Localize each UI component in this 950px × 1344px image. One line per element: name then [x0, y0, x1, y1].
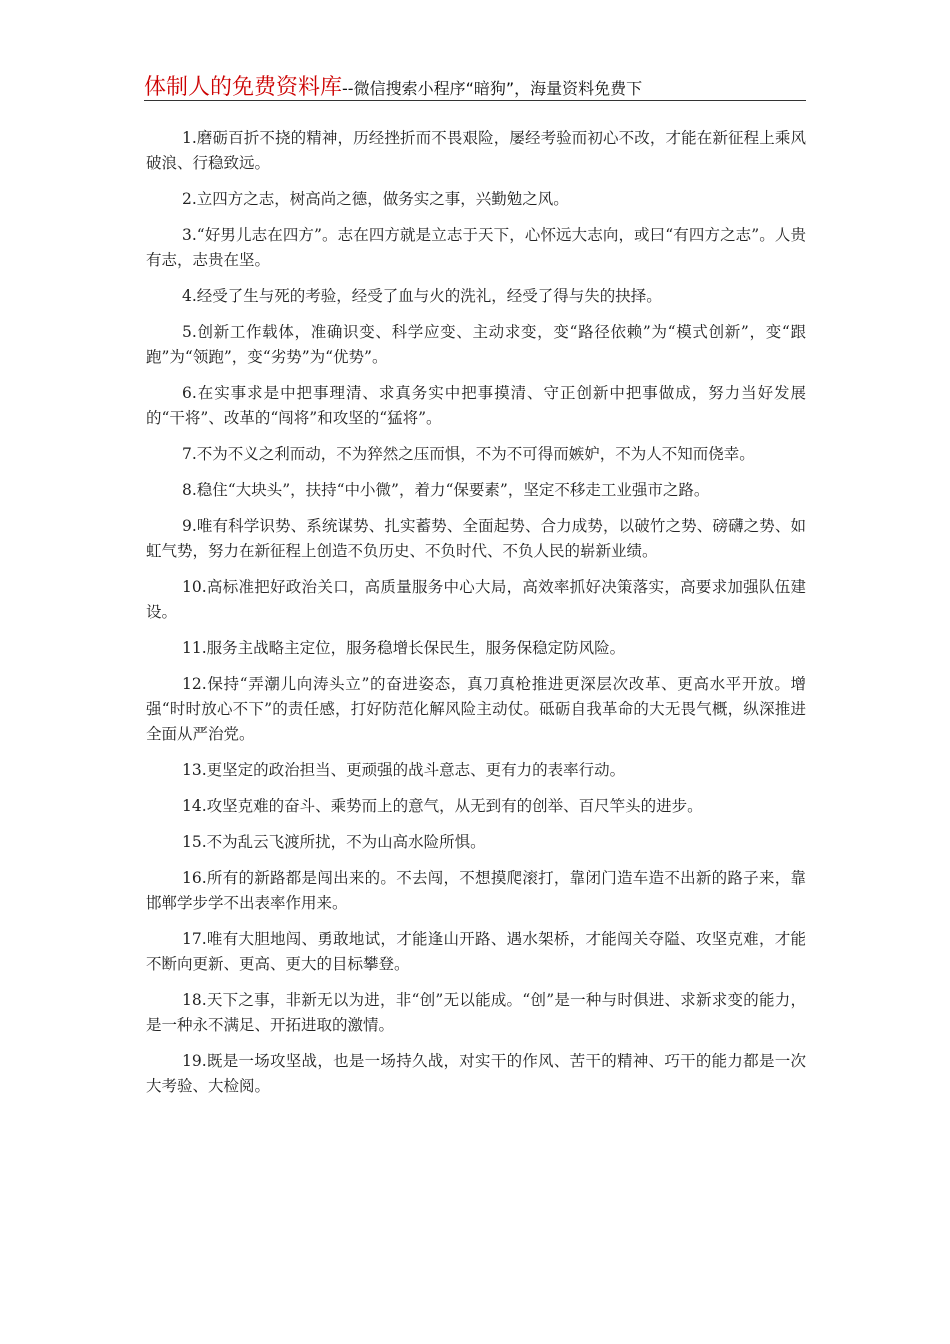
- paragraph-7: 7.不为不义之利而动，不为猝然之压而惧，不为不可得而嫉妒，不为人不知而侥幸。: [182, 445, 755, 463]
- paragraph-11: 11.服务主战略主定位，服务稳增长保民生，服务保稳定防风险。: [182, 639, 626, 657]
- paragraph-10: 10.高标准把好政治关口，高质量服务中心大局，高效率抓好决策落实，高要求加强队伍建设。: [146, 578, 806, 621]
- paragraph-3: 3.“好男儿志在四方”。志在四方就是立志于天下，心怀远大志向，或曰“有四方之志”。人贵有志，志贵在坚。: [146, 226, 806, 269]
- paragraph-6: 6.在实事求是中把事理清、求真务实中把事摸清、守正创新中把事做成，努力当好发展的“干将”、改革的“闯将”和攻坚的“猛将”。: [146, 384, 806, 427]
- paragraph-1: 1.磨砺百折不挠的精神，历经挫折而不畏艰险，屡经考验而初心不改，才能在新征程上乘风破浪、行稳致远。: [146, 129, 806, 172]
- paragraph-17: 17.唯有大胆地闯、勇敢地试，才能逢山开路、遇水架桥，才能闯关夺隘、攻坚克难，才能不断向更新、更高、更大的目标攀登。: [146, 930, 806, 973]
- paragraph-14: 14.攻坚克难的奋斗、乘势而上的意气，从无到有的创举、百尺竿头的进步。: [182, 797, 703, 815]
- paragraph-4: 4.经受了生与死的考验，经受了血与火的洗礼，经受了得与失的抉择。: [182, 287, 662, 305]
- paragraph-13: 13.更坚定的政治担当、更顽强的战斗意志、更有力的表率行动。: [182, 761, 626, 779]
- paragraph-5: 5.创新工作载体，准确识变、科学应变、主动求变，变“路径依赖”为“模式创新”，变“跟跑”为“领跑”，变“劣势”为“优势”。: [146, 323, 806, 366]
- paragraph-2: 2.立四方之志，树高尚之德，做务实之事，兴勤勉之风。: [182, 190, 569, 208]
- paragraph-12: 12.保持“弄潮儿向涛头立”的奋进姿态，真刀真枪推进更深层次改革、更高水平开放。增强“时时放心不下”的责任感，打好防范化解风险主动仗。砥砺自我革命的大无畏气概，纵深推进全面从严治党。: [146, 675, 806, 743]
- paragraph-18: 18.天下之事，非新无以为进，非“创”无以能成。“创”是一种与时俱进、求新求变的能力，是一种永不满足、开拓进取的激情。: [146, 991, 806, 1034]
- paragraph-16: 16.所有的新路都是闯出来的。不去闯，不想摸爬滚打，靠闭门造车造不出新的路子来，靠邯郸学步学不出表率作用来。: [146, 869, 806, 912]
- paragraph-15: 15.不为乱云飞渡所扰，不为山高水险所惧。: [182, 833, 486, 851]
- header-tagline: --微信搜索小程序“暗狗”，海量资料免费下: [342, 79, 643, 98]
- header-brand: 体制人的免费资料库: [144, 75, 343, 100]
- paragraph-8: 8.稳住“大块头”，扶持“中小微”，着力“保要素”，坚定不移走工业强市之路。: [182, 481, 710, 499]
- document-body: [146, 126, 806, 1110]
- paragraph-19: 19.既是一场攻坚战，也是一场持久战，对实干的作风、苦干的精神、巧干的能力都是一次大考验、大检阅。: [146, 1052, 806, 1095]
- page-header: [144, 70, 806, 101]
- paragraph-9: 9.唯有科学识势、系统谋势、扎实蓄势、全面起势、合力成势，以破竹之势、磅礴之势、如虹气势，努力在新征程上创造不负历史、不负时代、不负人民的崭新业绩。: [146, 517, 806, 560]
